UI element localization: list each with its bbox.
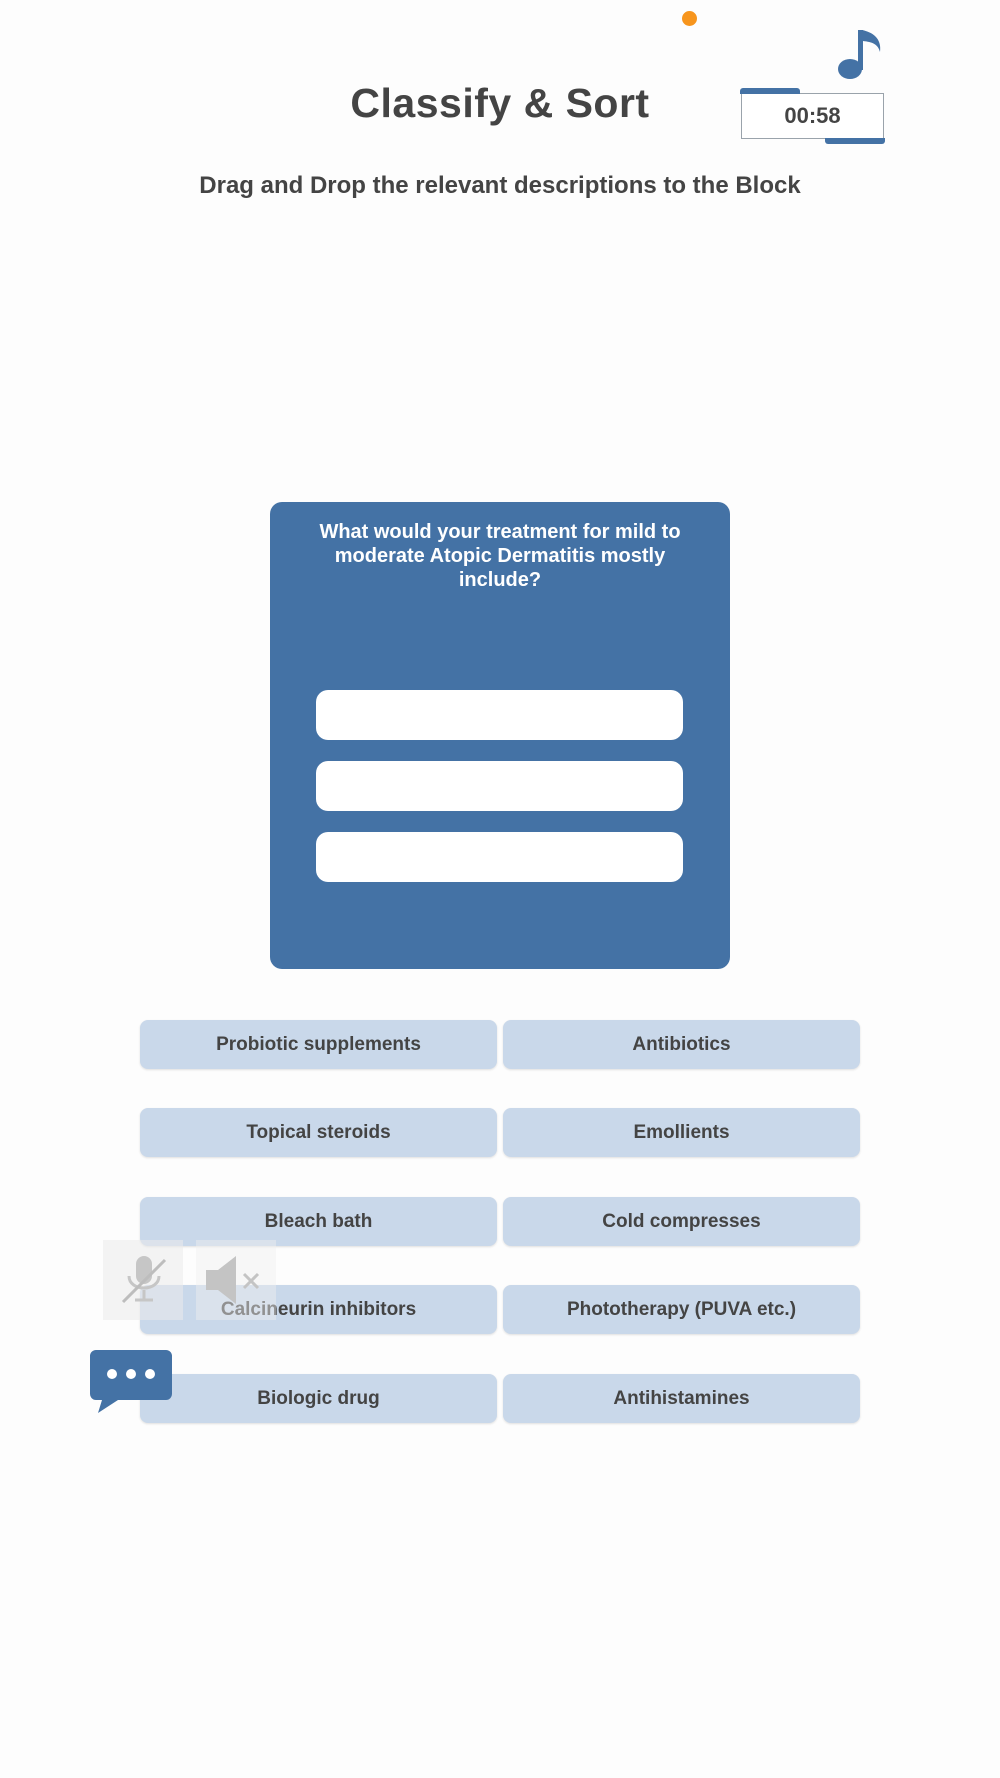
option-tile[interactable]: Probiotic supplements: [140, 1020, 497, 1069]
speaker-muted-icon[interactable]: [196, 1240, 276, 1320]
question-text: What would your treatment for mild to moderate Atopic Dermatitis mostly include?: [319, 521, 681, 591]
drop-slot-1[interactable]: [316, 690, 683, 740]
option-tile[interactable]: Calcineurin inhibitors: [140, 1285, 497, 1334]
option-tile[interactable]: Emollients: [503, 1108, 860, 1157]
status-dot: [682, 11, 697, 26]
instructions: Drag and Drop the relevant descriptions to the Block: [199, 172, 801, 199]
option-tile[interactable]: Antibiotics: [503, 1020, 860, 1069]
mic-muted-icon[interactable]: [103, 1240, 183, 1320]
page-title: Classify & Sort: [350, 80, 650, 126]
option-tile[interactable]: Phototherapy (PUVA etc.): [503, 1285, 860, 1334]
timer-accent-bottom: [825, 138, 885, 144]
drop-slot-3[interactable]: [316, 832, 683, 882]
timer-value: 00:58: [784, 103, 841, 128]
option-tile[interactable]: Topical steroids: [140, 1108, 497, 1157]
chat-bubble-icon[interactable]: [90, 1350, 172, 1414]
option-tile[interactable]: Cold compresses: [503, 1197, 860, 1246]
timer: [741, 93, 884, 139]
music-note-icon[interactable]: [836, 26, 888, 82]
option-tile[interactable]: Biologic drug: [140, 1374, 497, 1423]
drop-slot-2[interactable]: [316, 761, 683, 811]
option-tile[interactable]: Bleach bath: [140, 1197, 497, 1246]
option-tile[interactable]: Antihistamines: [503, 1374, 860, 1423]
question-drop-block[interactable]: [270, 502, 730, 969]
